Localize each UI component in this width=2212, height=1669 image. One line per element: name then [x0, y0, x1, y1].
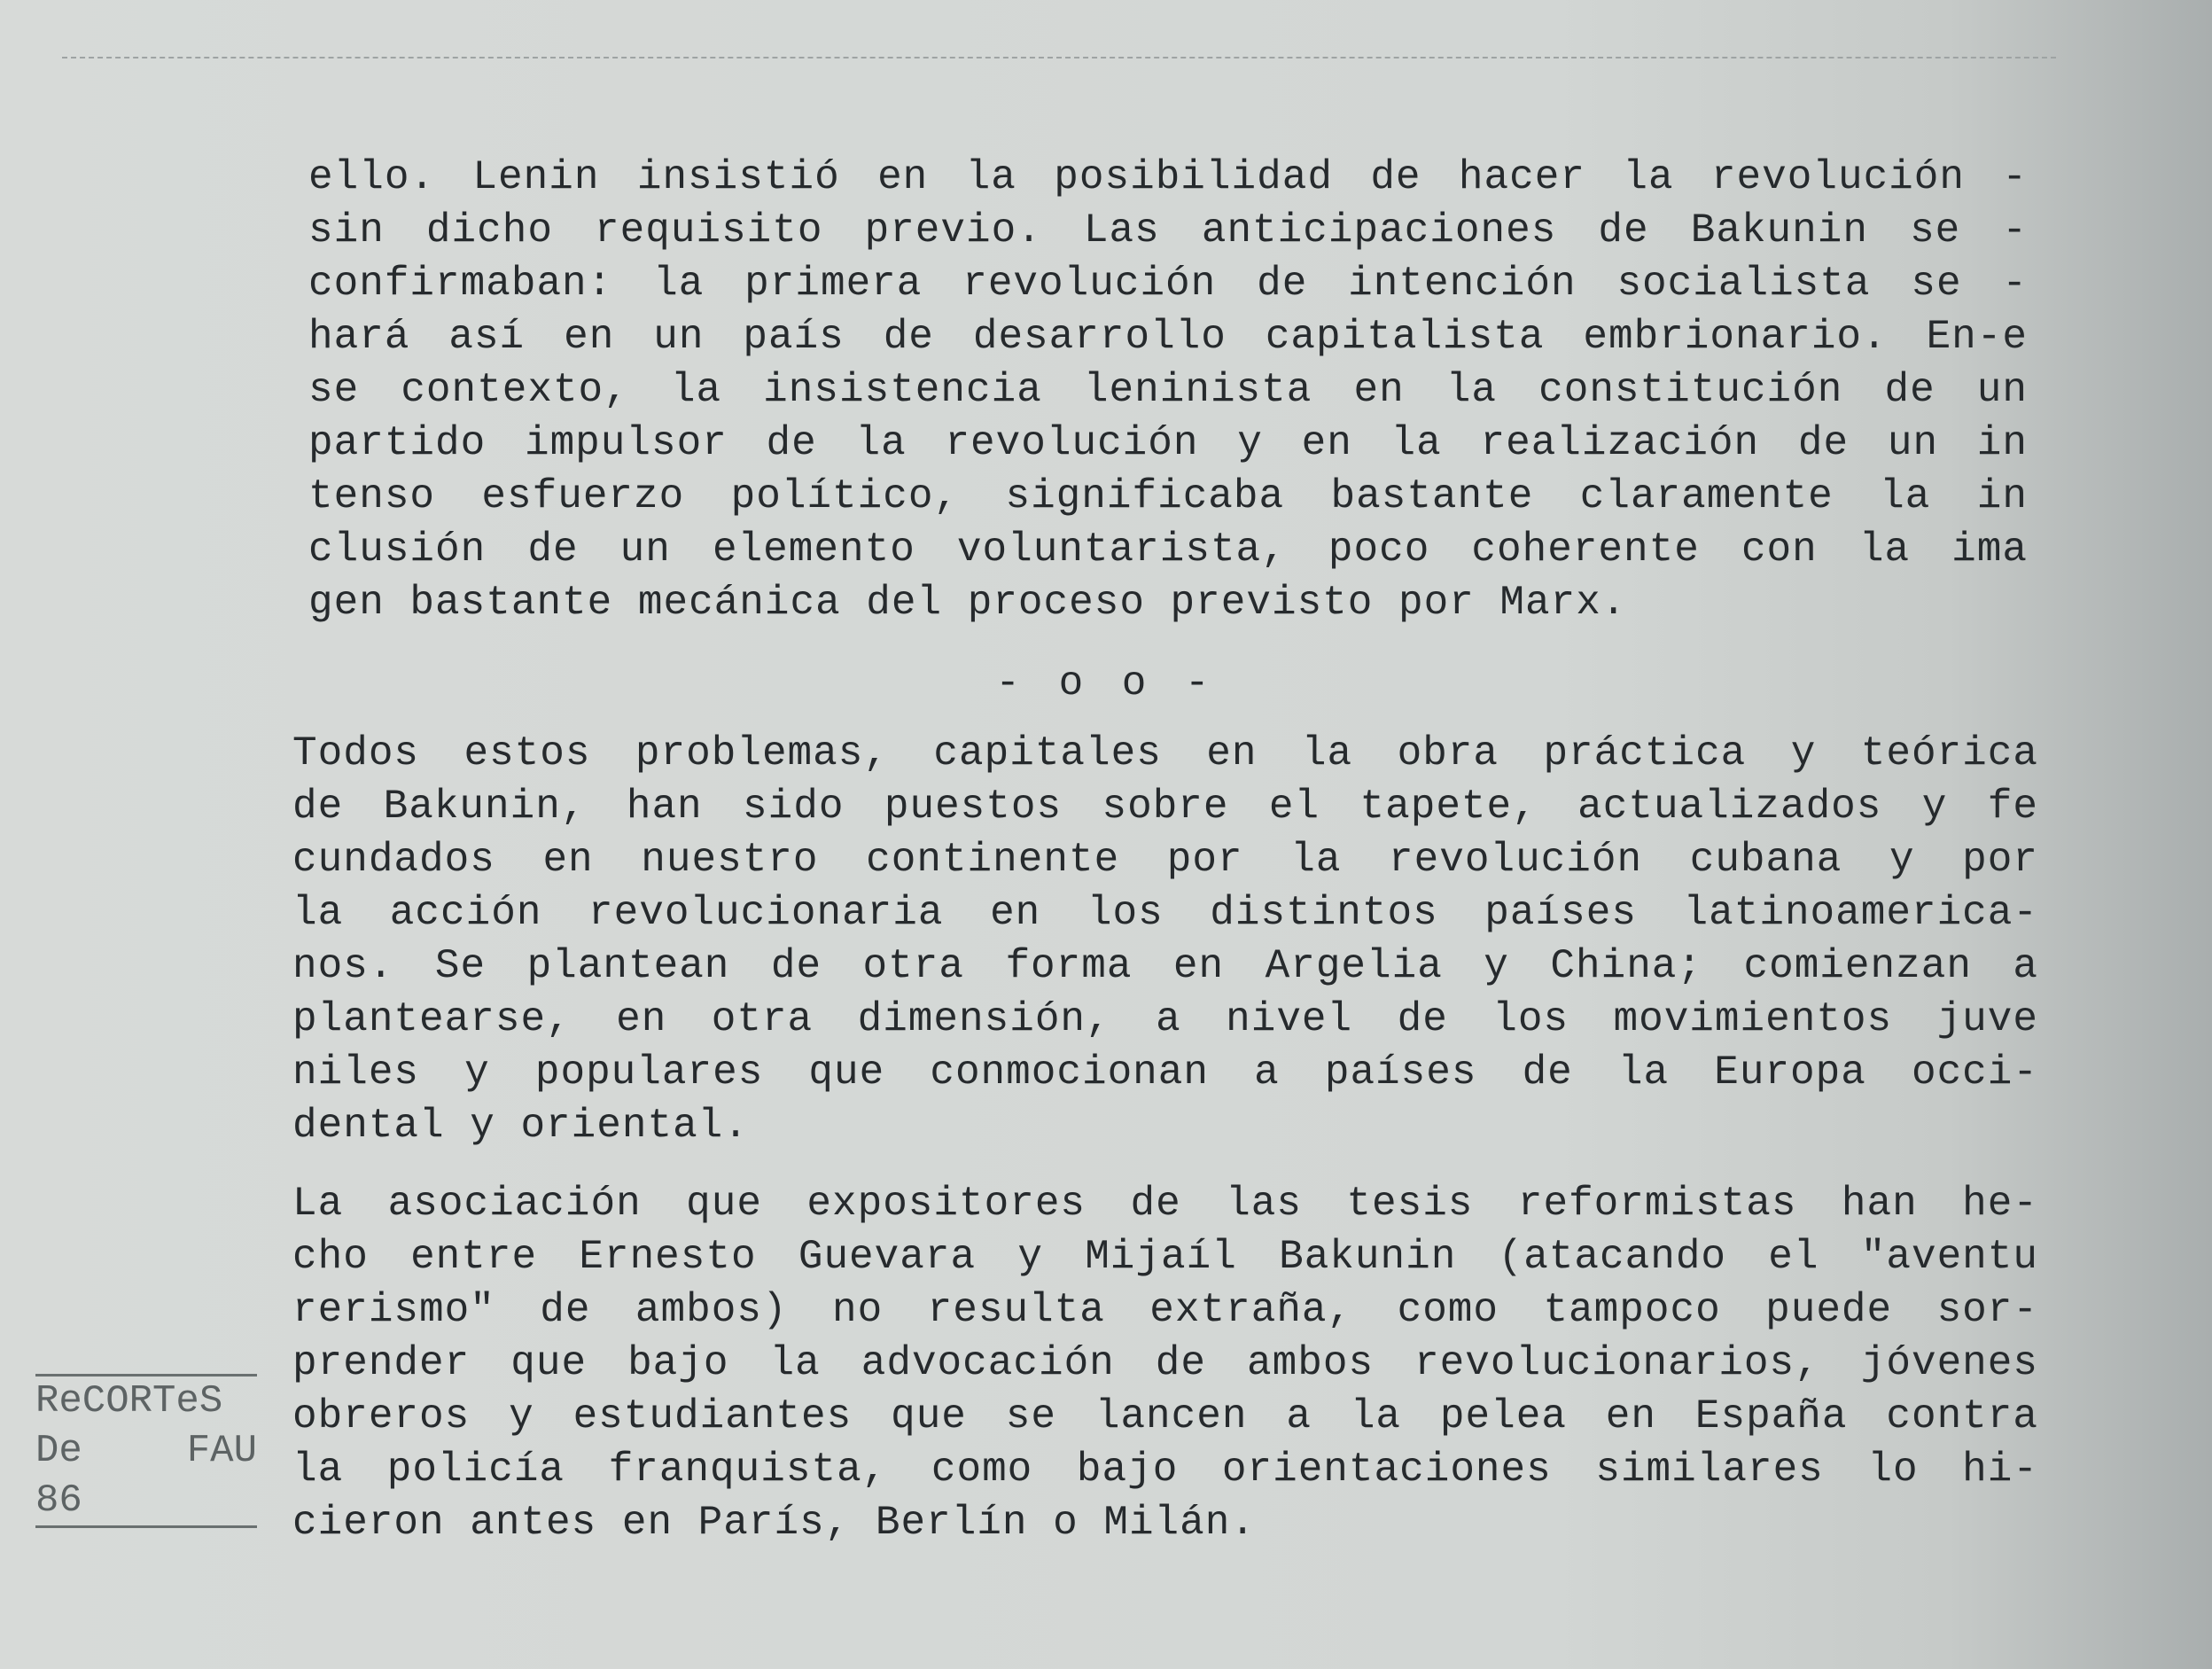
text-line: Todos estos problemas, capitales en la obra práctica y teórica	[292, 730, 2038, 776]
stamp-title: ReCORTeS	[35, 1379, 223, 1423]
text-line: obreros y estudiantes que se lancen a la pelea en España contra	[292, 1393, 2038, 1439]
stamp-fau: FAU	[186, 1429, 257, 1473]
text-line: partido impulsor de la revolución y en la realización de un in	[308, 420, 2028, 466]
stamp-number: 86	[35, 1478, 82, 1523]
text-line: prender que bajo la advocación de ambos revolucionarios, jóvenes	[292, 1340, 2038, 1386]
text-line: confirmaban: la primera revolución de intención socialista se -	[308, 261, 2028, 307]
recortes-fau-stamp	[35, 1372, 257, 1532]
text-line: hará así en un país de desarrollo capitalista embrionario. En-e	[308, 314, 2028, 360]
text-line: de Bakunin, han sido puestos sobre el tapete, actualizados y fe	[292, 784, 2038, 830]
paragraph-1	[308, 151, 2028, 629]
text-line: se contexto, la insistencia leninista en la constitución de un	[308, 367, 2028, 413]
text-line: cundados en nuestro continente por la revolución cubana y por	[292, 837, 2038, 883]
text-line: tenso esfuerzo político, significaba bastante claramente la in	[308, 473, 2028, 519]
stamp-row	[35, 1426, 257, 1476]
text-line: sin dicho requisito previo. Las anticipaciones de Bakunin se -	[308, 207, 2028, 253]
top-dashed-rule	[62, 57, 2056, 58]
paragraph-2	[292, 727, 2038, 1152]
text-line: plantearse, en otra dimensión, a nivel de los movimientos juve	[292, 996, 2038, 1042]
text-line: dental y oriental.	[292, 1103, 749, 1149]
paragraph-3	[292, 1177, 2038, 1549]
text-line: gen bastante mecánica del proceso previsto por Marx.	[308, 580, 1627, 626]
text-line: ello. Lenin insistió en la posibilidad de hacer la revolución -	[308, 154, 2028, 200]
text-line: rerismo" de ambos) no resulta extraña, como tampoco puede sor-	[292, 1287, 2038, 1333]
text-line: cieron antes en París, Berlín o Milán.	[292, 1500, 1256, 1546]
section-separator: - o o -	[995, 660, 1217, 706]
text-line: la acción revolucionaria en los distintos países latinoamerica-	[292, 890, 2038, 936]
text-line: niles y populares que conmocionan a países de la Europa occi-	[292, 1049, 2038, 1096]
stamp-bottom-rule	[35, 1525, 257, 1528]
text-line: clusión de un elemento voluntarista, poco coherente con la ima	[308, 526, 2028, 573]
text-line: la policía franquista, como bajo orientaciones similares lo hi-	[292, 1447, 2038, 1493]
stamp-de: De	[35, 1429, 82, 1473]
text-line: La asociación que expositores de las tesis reformistas han he-	[292, 1181, 2038, 1227]
text-line: cho entre Ernesto Guevara y Mijaíl Bakunin (atacando el "aventu	[292, 1234, 2038, 1280]
text-line: nos. Se plantean de otra forma en Argelia y China; comienzan a	[292, 943, 2038, 989]
